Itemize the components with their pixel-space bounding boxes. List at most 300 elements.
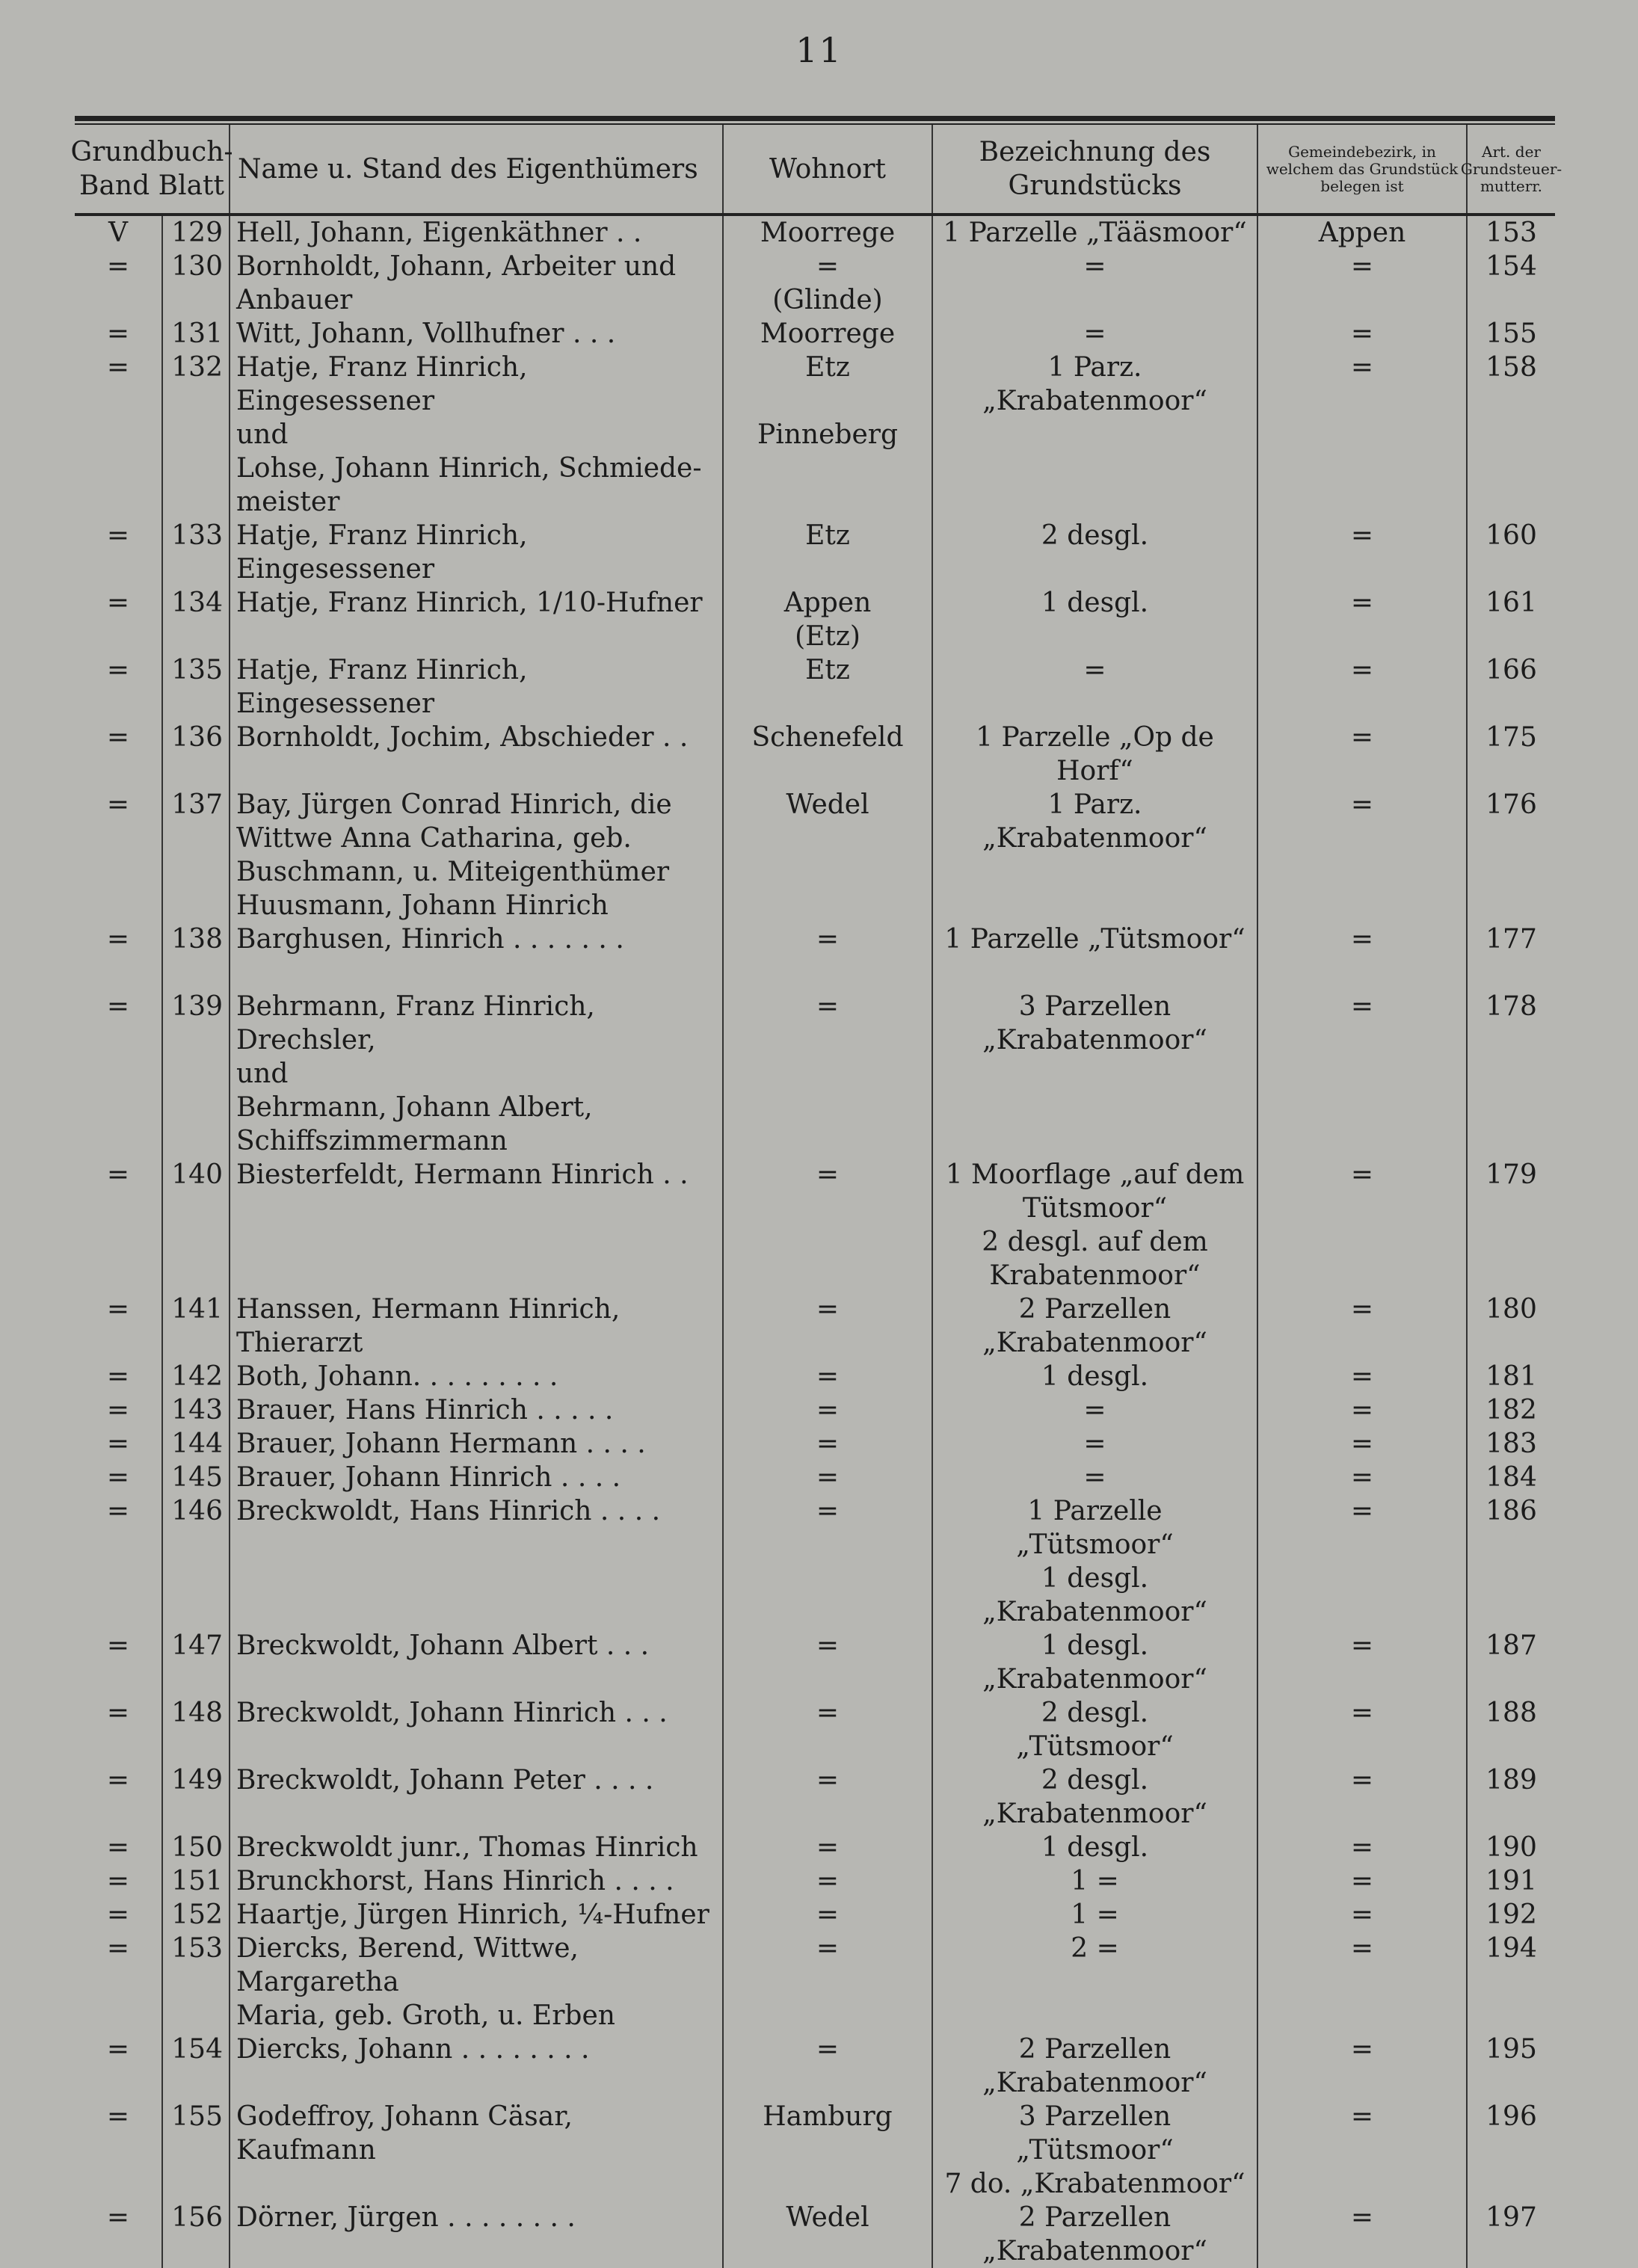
cell-gemeindebezirk	[1258, 990, 1468, 1158]
cell-wohnort-line: =	[816, 1832, 840, 1863]
cell-artikel	[1468, 250, 1555, 317]
cell-name	[230, 317, 724, 351]
cell-wohnort	[724, 922, 933, 956]
cell-artikel-line: 161	[1485, 588, 1537, 618]
cell-bezeichnung	[933, 1360, 1258, 1393]
cell-artikel	[1468, 2201, 1555, 2268]
cell-bezeichnung-line: 2 desgl.	[1041, 520, 1149, 551]
cell-band-line: V	[108, 218, 128, 248]
cell-name-line: und	[236, 1058, 289, 1089]
cell-name-line: Hatje, Franz Hinrich, Eingesessener	[236, 352, 528, 416]
cell-bezeichnung-line: 2 =	[1071, 1933, 1119, 1964]
table-row	[75, 922, 1555, 956]
cell-name-line: Brunckhorst, Hans Hinrich . . . .	[236, 1866, 674, 1896]
table-row	[75, 586, 1555, 653]
table-row	[75, 1158, 1555, 1292]
cell-bezeichnung-line: Krabatenmoor“	[989, 1260, 1201, 1291]
cell-name	[230, 1696, 724, 1763]
table-row	[75, 2201, 1555, 2268]
cell-bezeichnung-line: 1 Parzelle „Op de	[976, 722, 1214, 753]
cell-band	[75, 1494, 163, 1629]
cell-bezeichnung-line: 2 desgl. auf dem	[982, 1227, 1208, 1257]
cell-name-line: Haartje, Jürgen Hinrich, ¼-Hufner	[236, 1899, 709, 1930]
cell-blatt-line: 129	[171, 218, 223, 248]
cell-name	[230, 519, 724, 586]
cell-blatt-line: 146	[171, 1496, 223, 1526]
cell-bezeichnung	[933, 1864, 1258, 1898]
cell-blatt	[163, 1292, 230, 1360]
cell-bezeichnung-line: Horf“	[1056, 756, 1133, 786]
cell-artikel	[1468, 1864, 1555, 1898]
spacer-cell	[163, 956, 230, 990]
cell-blatt-line: 142	[171, 1361, 223, 1392]
cell-name-line: Huusmann, Johann Hinrich	[236, 890, 609, 921]
cell-wohnort-line: =	[816, 991, 840, 1022]
cell-wohnort-line: =	[816, 1765, 840, 1796]
cell-blatt	[163, 1393, 230, 1427]
cell-bezeichnung-line: 3 Parzellen	[1018, 991, 1171, 1022]
cell-blatt-line: 145	[171, 1462, 223, 1493]
cell-artikel	[1468, 1629, 1555, 1696]
cell-bezeichnung-line: =	[1083, 1395, 1106, 1426]
cell-name-line: Diercks, Johann . . . . . . . .	[236, 2034, 590, 2065]
cell-name	[230, 1427, 724, 1461]
cell-blatt	[163, 250, 230, 317]
table-row	[75, 653, 1555, 721]
cell-gemeindebezirk-line: =	[1350, 991, 1374, 1022]
cell-bezeichnung	[933, 2201, 1258, 2268]
cell-band-line: =	[106, 588, 130, 618]
cell-bezeichnung	[933, 1898, 1258, 1932]
cell-band	[75, 2201, 163, 2268]
cell-artikel-line: 190	[1485, 1832, 1537, 1863]
cell-blatt-line: 130	[171, 251, 223, 282]
cell-bezeichnung-line: 1 desgl.	[1041, 588, 1149, 618]
cell-bezeichnung	[933, 1629, 1258, 1696]
table-row	[75, 317, 1555, 351]
cell-artikel-line: 191	[1485, 1866, 1537, 1896]
cell-wohnort-line: =	[816, 1395, 840, 1426]
cell-wohnort	[724, 653, 933, 721]
cell-band	[75, 1393, 163, 1427]
cell-name-line: Hatje, Franz Hinrich, 1/10-Hufner	[236, 588, 703, 618]
cell-band	[75, 1158, 163, 1292]
cell-artikel	[1468, 1831, 1555, 1864]
cell-gemeindebezirk	[1258, 1494, 1468, 1629]
cell-bezeichnung	[933, 1831, 1258, 1864]
cell-bezeichnung-line: 1 Moorflage „auf dem	[945, 1159, 1245, 1190]
cell-gemeindebezirk	[1258, 586, 1468, 653]
cell-gemeindebezirk	[1258, 2033, 1468, 2100]
cell-wohnort	[724, 1292, 933, 1360]
cell-wohnort-line: =	[816, 1899, 840, 1930]
cell-artikel	[1468, 1696, 1555, 1763]
cell-wohnort	[724, 1360, 933, 1393]
cell-band-line: =	[106, 991, 130, 1022]
cell-bezeichnung	[933, 2100, 1258, 2201]
cell-name	[230, 1393, 724, 1427]
cell-band-line: =	[106, 1429, 130, 1459]
header-name: Name u. Stand des Eigenthümers	[230, 125, 724, 213]
cell-gemeindebezirk	[1258, 788, 1468, 922]
cell-name	[230, 1158, 724, 1292]
table-row	[75, 990, 1555, 1158]
cell-blatt	[163, 2100, 230, 2201]
cell-band	[75, 2033, 163, 2100]
cell-gemeindebezirk	[1258, 216, 1468, 250]
cell-bezeichnung	[933, 519, 1258, 586]
table-row	[75, 1629, 1555, 1696]
cell-artikel-line: 154	[1485, 251, 1537, 282]
cell-wohnort-line: Schenefeld	[751, 722, 904, 753]
cell-bezeichnung	[933, 788, 1258, 922]
cell-gemeindebezirk	[1258, 1932, 1468, 2033]
cell-wohnort	[724, 1932, 933, 2033]
cell-band-line: =	[106, 1395, 130, 1426]
cell-gemeindebezirk-line: =	[1350, 1630, 1374, 1661]
cell-bezeichnung-line: „Krabatenmoor“	[982, 1328, 1207, 1358]
cell-blatt	[163, 2033, 230, 2100]
table-row	[75, 1393, 1555, 1427]
cell-wohnort	[724, 788, 933, 922]
cell-blatt	[163, 1864, 230, 1898]
cell-name-line: Schiffszimmermann	[236, 1126, 508, 1156]
cell-name-line: Anbauer	[236, 285, 353, 315]
cell-blatt-line: 153	[171, 1933, 223, 1964]
cell-bezeichnung-line: Tütsmoor“	[1022, 1193, 1168, 1224]
cell-name	[230, 653, 724, 721]
cell-artikel	[1468, 788, 1555, 922]
cell-wohnort	[724, 990, 933, 1158]
cell-bezeichnung-line: =	[1083, 1429, 1106, 1459]
cell-bezeichnung	[933, 1763, 1258, 1831]
cell-blatt	[163, 216, 230, 250]
table-row	[75, 519, 1555, 586]
cell-wohnort	[724, 1763, 933, 1831]
cell-blatt	[163, 788, 230, 922]
cell-gemeindebezirk-line: =	[1350, 1933, 1374, 1964]
cell-blatt	[163, 1158, 230, 1292]
row-spacer	[75, 956, 1555, 990]
cell-artikel-line: 158	[1485, 352, 1537, 383]
cell-name	[230, 1292, 724, 1360]
cell-name	[230, 1932, 724, 2033]
header-gemeindebezirk: Gemeindebezirk, in welchem das Grundstück belegen ist	[1258, 125, 1468, 213]
cell-band	[75, 351, 163, 519]
cell-artikel-line: 175	[1485, 722, 1537, 753]
cell-artikel	[1468, 721, 1555, 788]
cell-blatt	[163, 1831, 230, 1864]
cell-gemeindebezirk	[1258, 922, 1468, 956]
cell-bezeichnung-line: 2 Parzellen	[1018, 2202, 1171, 2233]
cell-artikel	[1468, 1158, 1555, 1292]
cell-wohnort-line: =	[816, 1294, 840, 1325]
spacer-cell	[75, 956, 163, 990]
cell-band	[75, 990, 163, 1158]
cell-gemeindebezirk-line: =	[1350, 722, 1374, 753]
cell-bezeichnung	[933, 586, 1258, 653]
cell-band	[75, 1864, 163, 1898]
cell-bezeichnung	[933, 216, 1258, 250]
cell-wohnort	[724, 586, 933, 653]
cell-name-line: Behrmann, Franz Hinrich, Drechsler,	[236, 991, 595, 1056]
cell-blatt	[163, 653, 230, 721]
cell-gemeindebezirk	[1258, 721, 1468, 788]
cell-blatt	[163, 990, 230, 1158]
table-row	[75, 1864, 1555, 1898]
cell-gemeindebezirk-line: =	[1350, 655, 1374, 685]
cell-blatt-line: 134	[171, 588, 223, 618]
cell-name-line: Diercks, Berend, Wittwe, Margaretha	[236, 1933, 579, 1997]
cell-wohnort	[724, 2100, 933, 2201]
cell-bezeichnung-line: 1 Parzelle „Tütsmoor“	[944, 924, 1246, 955]
header-artikel: Art. der Grundsteuer-mutterr.	[1460, 142, 1562, 195]
cell-gemeindebezirk	[1258, 1360, 1468, 1393]
cell-band-line: =	[106, 1866, 130, 1896]
cell-wohnort-line: Moorrege	[760, 218, 896, 248]
cell-bezeichnung-line: 1 desgl.	[1041, 1361, 1149, 1392]
cell-name-line: Breckwoldt junr., Thomas Hinrich	[236, 1832, 698, 1863]
cell-name-line: Godeffroy, Johann Cäsar, Kaufmann	[236, 2101, 573, 2166]
cell-artikel	[1468, 1292, 1555, 1360]
table-row	[75, 351, 1555, 519]
cell-name-line: Breckwoldt, Johann Peter . . . .	[236, 1765, 654, 1796]
cell-wohnort	[724, 1831, 933, 1864]
cell-blatt	[163, 2201, 230, 2268]
cell-blatt-line: 143	[171, 1395, 223, 1426]
cell-wohnort	[724, 1158, 933, 1292]
cell-band	[75, 1461, 163, 1494]
header-band-blatt	[70, 125, 233, 213]
cell-artikel-line: 194	[1485, 1933, 1537, 1964]
header-band-line2: Band Blatt	[79, 170, 224, 201]
table-row	[75, 1763, 1555, 1831]
cell-gemeindebezirk-line: =	[1350, 1899, 1374, 1930]
cell-name	[230, 2100, 724, 2201]
cell-bezeichnung-line: „Krabatenmoor“	[982, 1025, 1207, 1056]
cell-blatt-line: 136	[171, 722, 223, 753]
cell-name-line: Witt, Johann, Vollhufner . . .	[236, 318, 616, 349]
cell-band-line: =	[106, 1294, 130, 1325]
cell-wohnort	[724, 317, 933, 351]
cell-gemeindebezirk-line: =	[1350, 588, 1374, 618]
cell-bezeichnung-line: 1 Parz. „Krabatenmoor“	[982, 352, 1207, 416]
cell-wohnort-line: =	[816, 1630, 840, 1661]
cell-gemeindebezirk-line: =	[1350, 1496, 1374, 1526]
cell-blatt-line: 132	[171, 352, 223, 383]
cell-bezeichnung-line: 2 Parzellen	[1018, 2034, 1171, 2065]
table-row	[75, 1898, 1555, 1932]
cell-name	[230, 216, 724, 250]
cell-name-line: Breckwoldt, Johann Albert . . .	[236, 1630, 650, 1661]
cell-band-line: =	[106, 1698, 130, 1728]
cell-blatt-line: 144	[171, 1429, 223, 1459]
cell-gemeindebezirk	[1258, 1292, 1468, 1360]
cell-gemeindebezirk-line: =	[1350, 1294, 1374, 1325]
cell-band-line: =	[106, 1496, 130, 1526]
cell-band-line: =	[106, 655, 130, 685]
cell-gemeindebezirk-line: =	[1350, 1361, 1374, 1392]
cell-bezeichnung-line: =	[1083, 251, 1106, 282]
cell-wohnort	[724, 1696, 933, 1763]
table-row	[75, 2033, 1555, 2100]
cell-bezeichnung-line: 3 Parzellen „Tütsmoor“	[1016, 2101, 1174, 2166]
spacer-cell	[1258, 956, 1468, 990]
cell-gemeindebezirk-line: =	[1350, 1395, 1374, 1426]
cell-band-line: =	[106, 2034, 130, 2065]
cell-gemeindebezirk	[1258, 2201, 1468, 2268]
cell-band-line: =	[106, 1765, 130, 1796]
cell-blatt	[163, 721, 230, 788]
cell-blatt	[163, 586, 230, 653]
cell-blatt-line: 140	[171, 1159, 223, 1190]
cell-bezeichnung-line: 2 desgl.	[1041, 1765, 1149, 1796]
cell-gemeindebezirk-line: =	[1350, 1866, 1374, 1896]
cell-artikel-line: 177	[1485, 924, 1537, 955]
cell-artikel-line: 196	[1485, 2101, 1537, 2132]
cell-name-line: Bay, Jürgen Conrad Hinrich, die	[236, 789, 672, 820]
cell-wohnort-line: Etz	[805, 655, 850, 685]
cell-artikel-line: 187	[1485, 1630, 1537, 1661]
cell-name-line: Wittwe Anna Catharina, geb.	[236, 823, 632, 854]
cell-gemeindebezirk	[1258, 351, 1468, 519]
spacer-cell	[933, 956, 1258, 990]
cell-blatt	[163, 1696, 230, 1763]
cell-gemeindebezirk-line: =	[1350, 1765, 1374, 1796]
cell-band-line: =	[106, 318, 130, 349]
cell-gemeindebezirk-line: =	[1350, 352, 1374, 383]
cell-artikel	[1468, 1494, 1555, 1629]
cell-wohnort	[724, 2201, 933, 2268]
spacer-cell	[230, 956, 724, 990]
cell-gemeindebezirk	[1258, 1696, 1468, 1763]
cell-bezeichnung-line: 1 Parz. „Krabatenmoor“	[982, 789, 1207, 854]
cell-gemeindebezirk	[1258, 1898, 1468, 1932]
cell-blatt	[163, 1629, 230, 1696]
cell-bezeichnung	[933, 653, 1258, 721]
table-row	[75, 1427, 1555, 1461]
cell-artikel-line: 179	[1485, 1159, 1537, 1190]
cell-gemeindebezirk-line: =	[1350, 318, 1374, 349]
cell-name	[230, 1763, 724, 1831]
cell-gemeindebezirk-line: =	[1350, 1832, 1374, 1863]
cell-name-line: Hanssen, Hermann Hinrich, Thierarzt	[236, 1294, 621, 1358]
cell-name-line: meister	[236, 487, 340, 517]
cell-name	[230, 2033, 724, 2100]
cell-name-line: Dörner, Jürgen . . . . . . . .	[236, 2202, 576, 2233]
cell-band-line: =	[106, 2101, 130, 2132]
cell-bezeichnung-line: =	[1083, 318, 1106, 349]
cell-name	[230, 351, 724, 519]
cell-blatt	[163, 1932, 230, 2033]
cell-wohnort-line: =	[816, 924, 840, 955]
cell-artikel-line: 192	[1485, 1899, 1537, 1930]
cell-name	[230, 990, 724, 1158]
cell-band	[75, 1629, 163, 1696]
table-row	[75, 721, 1555, 788]
table-row	[75, 1932, 1555, 2033]
cell-bezeichnung	[933, 2033, 1258, 2100]
cell-band	[75, 2100, 163, 2201]
cell-wohnort	[724, 351, 933, 519]
cell-wohnort-line: =	[816, 1462, 840, 1493]
cell-wohnort	[724, 1494, 933, 1629]
cell-wohnort-line: Appen	[783, 588, 872, 618]
table-row	[75, 788, 1555, 922]
cell-blatt	[163, 1898, 230, 1932]
cell-wohnort	[724, 519, 933, 586]
cell-blatt-line: 133	[171, 520, 223, 551]
cell-band	[75, 1898, 163, 1932]
cell-blatt	[163, 317, 230, 351]
cell-artikel	[1468, 990, 1555, 1158]
cell-band	[75, 519, 163, 586]
cell-name	[230, 1360, 724, 1393]
cell-wohnort	[724, 1898, 933, 1932]
cell-gemeindebezirk-line: =	[1350, 789, 1374, 820]
cell-artikel-line: 155	[1485, 318, 1537, 349]
cell-artikel	[1468, 1461, 1555, 1494]
cell-wohnort-line: Wedel	[786, 789, 869, 820]
cell-name-line: und	[236, 419, 289, 450]
cell-band	[75, 1360, 163, 1393]
cell-bezeichnung	[933, 351, 1258, 519]
cell-artikel	[1468, 2033, 1555, 2100]
cell-artikel-line: 153	[1485, 218, 1537, 248]
cell-wohnort-line: =	[816, 1866, 840, 1896]
cell-bezeichnung	[933, 250, 1258, 317]
cell-artikel	[1468, 653, 1555, 721]
cell-blatt	[163, 1427, 230, 1461]
spacer-cell	[724, 956, 933, 990]
cell-bezeichnung-line: 1 Parzelle	[1027, 1496, 1163, 1526]
cell-blatt-line: 147	[171, 1630, 223, 1661]
cell-bezeichnung-line: „Tütsmoor“	[1016, 1529, 1174, 1560]
cell-wohnort-line: =	[816, 251, 840, 282]
cell-wohnort	[724, 1393, 933, 1427]
cell-gemeindebezirk	[1258, 1763, 1468, 1831]
cell-bezeichnung-line: 1 desgl.	[1041, 1563, 1149, 1594]
cell-blatt-line: 155	[171, 2101, 223, 2132]
cell-bezeichnung	[933, 1427, 1258, 1461]
cell-bezeichnung-line: „Krabatenmoor“	[982, 2236, 1207, 2267]
cell-name	[230, 1898, 724, 1932]
cell-wohnort-line: =	[816, 1933, 840, 1964]
cell-artikel-line: 188	[1485, 1698, 1537, 1728]
cell-band-line: =	[106, 789, 130, 820]
cell-artikel-line: 160	[1485, 520, 1537, 551]
cell-bezeichnung	[933, 1494, 1258, 1629]
cell-wohnort	[724, 1629, 933, 1696]
cell-gemeindebezirk	[1258, 1461, 1468, 1494]
cell-gemeindebezirk-line: =	[1350, 1429, 1374, 1459]
cell-artikel	[1468, 586, 1555, 653]
cell-artikel	[1468, 317, 1555, 351]
cell-blatt-line: 154	[171, 2034, 223, 2065]
cell-gemeindebezirk-line: =	[1350, 924, 1374, 955]
cell-band	[75, 1932, 163, 2033]
cell-band	[75, 586, 163, 653]
cell-artikel	[1468, 1763, 1555, 1831]
cell-bezeichnung-line: 1 desgl.	[1041, 1832, 1149, 1863]
cell-wohnort	[724, 1461, 933, 1494]
cell-band	[75, 317, 163, 351]
page-number: 11	[795, 30, 843, 70]
cell-band-line: =	[106, 722, 130, 753]
cell-wohnort	[724, 216, 933, 250]
cell-blatt-line: 131	[171, 318, 223, 349]
cell-artikel	[1468, 1932, 1555, 2033]
